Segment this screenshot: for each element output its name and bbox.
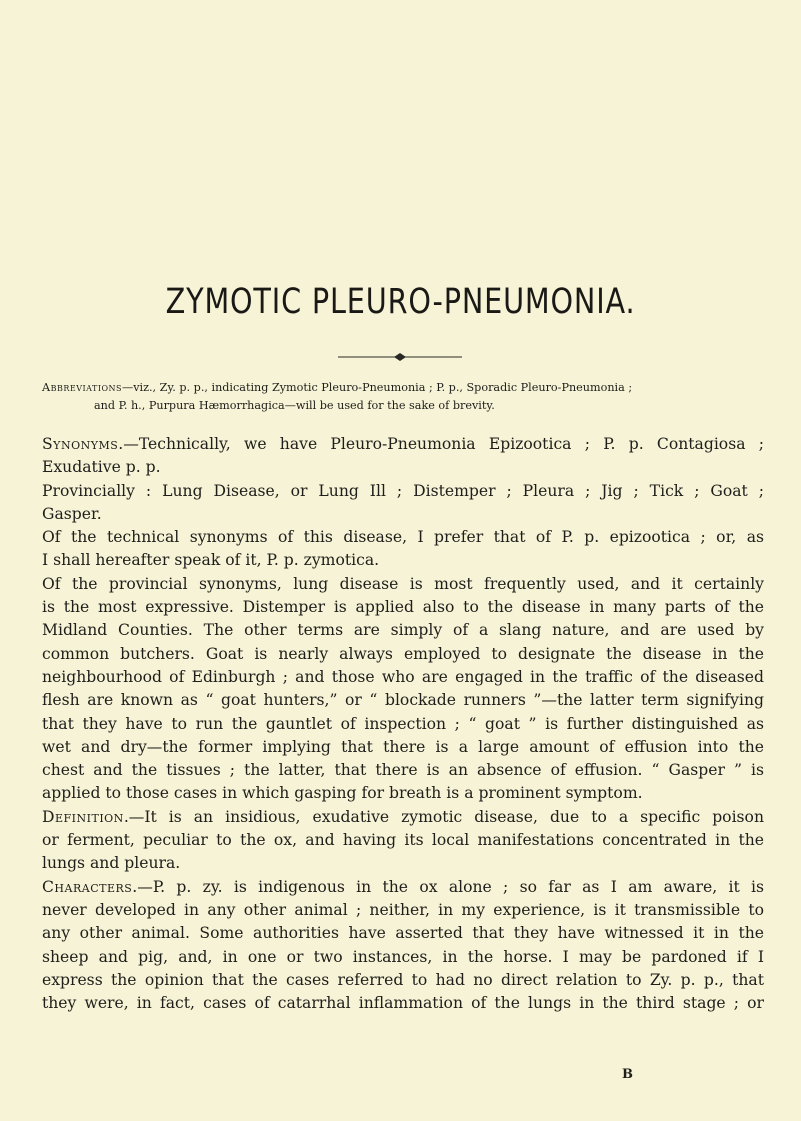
definition-line: or ferment, peculiar to the ox, and having its local manifestations concentrated in the <box>42 831 764 850</box>
abbreviations-label: Abbreviations <box>42 381 123 394</box>
definition-line: lungs and pleura. <box>42 854 181 873</box>
abbreviations-note-cont <box>42 397 764 415</box>
synonyms-para-line: is the most expressive. Distemper is applied also to the disease in many parts of the <box>42 598 764 617</box>
page-content <box>42 379 764 1015</box>
synonyms-para-line: neighbourhood of Edinburgh ; and those who are engaged in the traffic of the diseased <box>42 667 764 686</box>
synonyms-para-line: applied to those cases in which gasping for breath is a prominent symptom. <box>42 784 643 803</box>
synonyms-line-5: Of the technical synonyms of this disease, I prefer that of P. p. epizootica ; or, as <box>42 528 764 547</box>
characters-line: sheep and pig, and, in one or two instances, in the horse. I may be pardoned if I <box>42 947 764 966</box>
synonyms-para-line: wet and dry—the former implying that there is a large amount of effusion into the <box>42 737 764 756</box>
signature-mark: B <box>622 1067 633 1082</box>
synonyms-para-line: Of the provincial synonyms, lung disease is most frequently used, and it certainly <box>42 574 764 593</box>
synonyms-line-6: I shall hereafter speak of it, P. p. zymotica. <box>42 551 380 570</box>
characters-line: they were, in fact, cases of catarrhal inflammation of the lungs in the third stage ; or <box>42 994 764 1013</box>
characters-label: Characters <box>42 877 133 896</box>
characters-line: express the opinion that the cases referred to had no direct relation to Zy. p. p., that <box>42 970 764 989</box>
synonyms-line-3: Provincially : Lung Disease, or Lung Ill ; Distemper ; Pleura ; Jig ; Tick ; Goat ; <box>42 481 764 500</box>
synonyms-line-4: Gasper. <box>42 504 102 523</box>
synonyms-para-line: chest and the tissues ; the latter, that there is an absence of effusion. “ Gasper ” is <box>42 761 764 780</box>
ornament-divider <box>338 353 462 361</box>
definition-line-1: Definition.—It is an insidious, exudative zymotic disease, due to a specific poison <box>42 807 764 826</box>
abbreviations-line-1: —viz., Zy. p. p., indicating Zymotic Pleuro-Pneumonia ; P. p., Sporadic Pleuro-Pneumonia ; <box>122 381 633 394</box>
definition-label: Definition <box>42 807 124 826</box>
abbreviations-line-2: and P. h., Purpura Hæmorrhagica—will be used for the sake of brevity. <box>94 399 495 412</box>
synonyms-para-line: that they have to run the gauntlet of inspection ; “ goat ” is further distinguished as <box>42 714 764 733</box>
synonyms-para-line: common butchers. Goat is nearly always employed to designate the disease in the <box>42 644 764 663</box>
synonyms-line-2: Exudative p. p. <box>42 458 161 477</box>
synonyms-section <box>42 433 764 806</box>
characters-section <box>42 876 764 1016</box>
synonyms-para-line: flesh are known as “ goat hunters,” or “ blockade runners ”—the latter term signifying <box>42 691 764 710</box>
abbreviations-note <box>42 379 764 397</box>
synonyms-line-1: Synonyms.—Technically, we have Pleuro-Pneumonia Epizootica ; P. p. Contagiosa ; <box>42 435 764 453</box>
characters-line-1: Characters.—P. p. zy. is indigenous in the ox alone ; so far as I am aware, it is <box>42 877 764 896</box>
page-title: ZYMOTIC PLEURO-PNEUMONIA. <box>165 282 636 322</box>
synonyms-para-line: Midland Counties. The other terms are simply of a slang nature, and are used by <box>42 621 764 640</box>
characters-line: never developed in any other animal ; neither, in my experience, is it transmissible to <box>42 900 764 919</box>
synonyms-label: Synonyms <box>42 435 119 453</box>
characters-line: any other animal. Some authorities have asserted that they have witnessed it in the <box>42 924 764 943</box>
definition-section <box>42 806 764 876</box>
